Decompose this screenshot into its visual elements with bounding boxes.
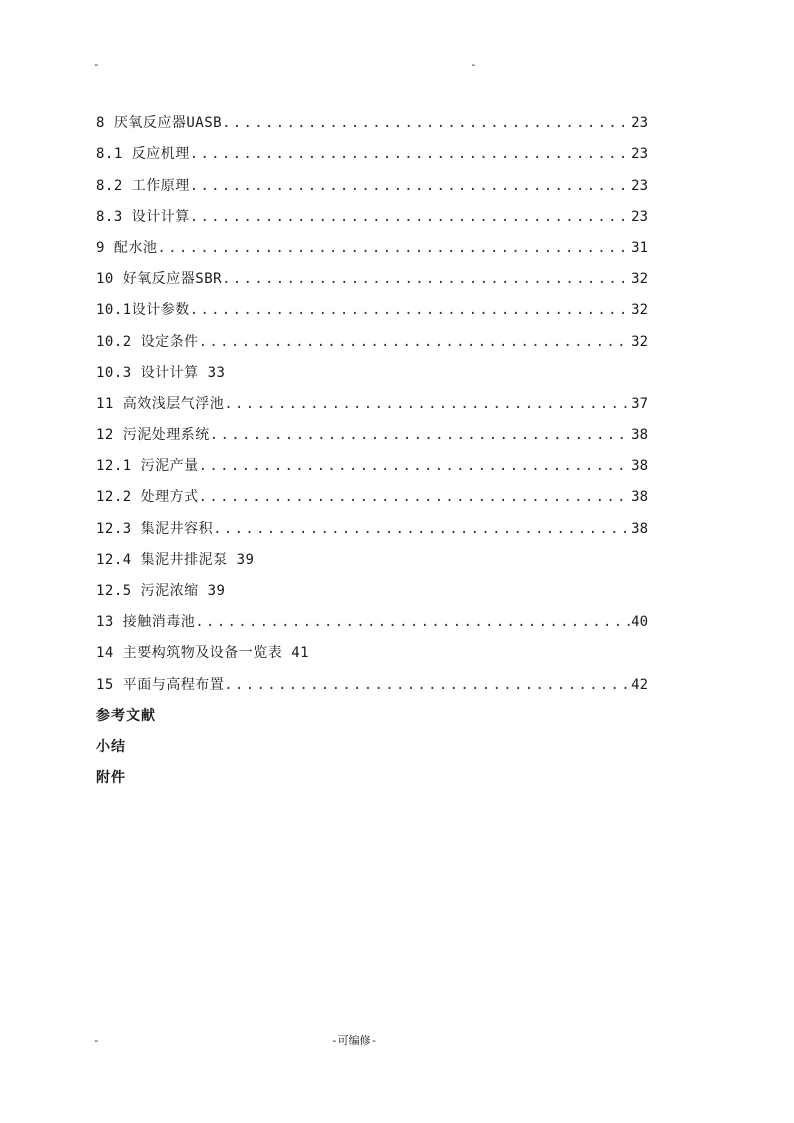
toc-entry-page-number: 38 [631, 458, 648, 475]
toc-entry-label: 12.5 污泥浓缩 39 [96, 583, 226, 599]
footer-left-mark: - [93, 1034, 100, 1047]
toc-entry-page-number: 23 [631, 115, 648, 132]
toc-dot-leader [190, 144, 630, 164]
toc-dot-leader [190, 176, 630, 196]
toc-dot-leader [199, 487, 630, 507]
toc-entry-page-number: 40 [631, 614, 648, 631]
toc-dot-leader [213, 519, 630, 539]
toc-entry [96, 507, 648, 538]
toc-entry-label: 8.1 反应机理 [96, 146, 190, 163]
toc-entry-page-number: 37 [631, 395, 648, 412]
toc-entry-label: 9 配水池 [96, 239, 158, 256]
toc-entry [96, 476, 648, 507]
toc-entry [96, 570, 648, 601]
toc-entry [96, 102, 648, 133]
toc-entry-label: 10.3 设计计算 33 [96, 364, 226, 381]
toc-entry [96, 258, 648, 289]
toc-entry-label: 13 接触消毒池 [96, 614, 196, 631]
toc-dot-leader [199, 332, 630, 352]
toc-dot-leader [222, 269, 630, 289]
toc-entry-page-number: 32 [631, 302, 648, 319]
toc-dot-leader [195, 612, 630, 632]
toc-entry-page-number: 42 [631, 676, 648, 693]
toc-entry [96, 539, 648, 570]
toc-entry-label: 12.3 集泥井容积 [96, 520, 214, 537]
toc-dot-leader [190, 300, 630, 320]
toc-entry-label: 附件 [96, 770, 126, 787]
toc-entry-label: 小结 [96, 738, 126, 755]
toc-entry-page-number: 32 [631, 333, 648, 350]
toc-entry-page-number: 32 [631, 271, 648, 288]
toc-entry-label: 14 主要构筑物及设备一览表 41 [96, 645, 310, 662]
toc-entry-label: 15 平面与高程布置 [96, 676, 225, 693]
toc-entry-label: 参考文献 [96, 707, 156, 724]
toc-entry [96, 289, 648, 320]
toc-entry-label: 12.2 处理方式 [96, 489, 199, 506]
toc-entry-label: 12.4 集泥井排泥泵 39 [96, 551, 255, 568]
toc-entry [96, 695, 648, 726]
toc-entry [96, 383, 648, 414]
toc-entry [96, 757, 648, 788]
toc-entry-page-number: 38 [631, 427, 648, 444]
toc-dot-leader [224, 675, 630, 695]
toc-entry-label: 8 厌氧反应器UASB [96, 115, 223, 132]
toc-entry [96, 196, 648, 227]
toc-entry [96, 445, 648, 476]
toc-entry-page-number: 38 [631, 489, 648, 506]
toc-entry-page-number: 23 [631, 146, 648, 163]
header-right-mark: - [470, 58, 477, 71]
toc-dot-leader [190, 207, 630, 227]
toc-entry-page-number: 23 [631, 208, 648, 225]
toc-dot-leader [199, 456, 630, 476]
toc-entry [96, 133, 648, 164]
toc-entry [96, 632, 648, 663]
toc-entry [96, 414, 648, 445]
toc-entry-page-number: 31 [631, 239, 648, 256]
header-left-mark: - [93, 58, 100, 71]
toc-dot-leader [210, 425, 630, 445]
toc-entry-label: 12.1 污泥产量 [96, 458, 199, 475]
toc-entry-label: 8.2 工作原理 [96, 177, 190, 194]
toc-entry [96, 227, 648, 258]
toc-entry-label: 11 高效浅层气浮池 [96, 395, 225, 412]
toc-entry-label: 12 污泥处理系统 [96, 427, 210, 444]
toc-entry [96, 663, 648, 694]
toc-dot-leader [157, 238, 630, 258]
toc-entry [96, 352, 648, 383]
toc-entry-label: 10.2 设定条件 [96, 333, 199, 350]
toc-entry-label: 10 好氧反应器SBR [96, 271, 223, 288]
toc-entry [96, 726, 648, 757]
footer-center-text: -可编修- [331, 1034, 378, 1047]
toc-entry-page-number: 23 [631, 177, 648, 194]
toc-entry-label: 10.1设计参数 [96, 302, 190, 319]
toc-entry [96, 601, 648, 632]
toc-dot-leader [224, 394, 630, 414]
toc-entry-page-number: 38 [631, 520, 648, 537]
table-of-contents [96, 102, 648, 788]
toc-entry [96, 164, 648, 195]
toc-dot-leader [222, 113, 630, 133]
toc-entry [96, 320, 648, 351]
toc-entry-label: 8.3 设计计算 [96, 208, 190, 225]
